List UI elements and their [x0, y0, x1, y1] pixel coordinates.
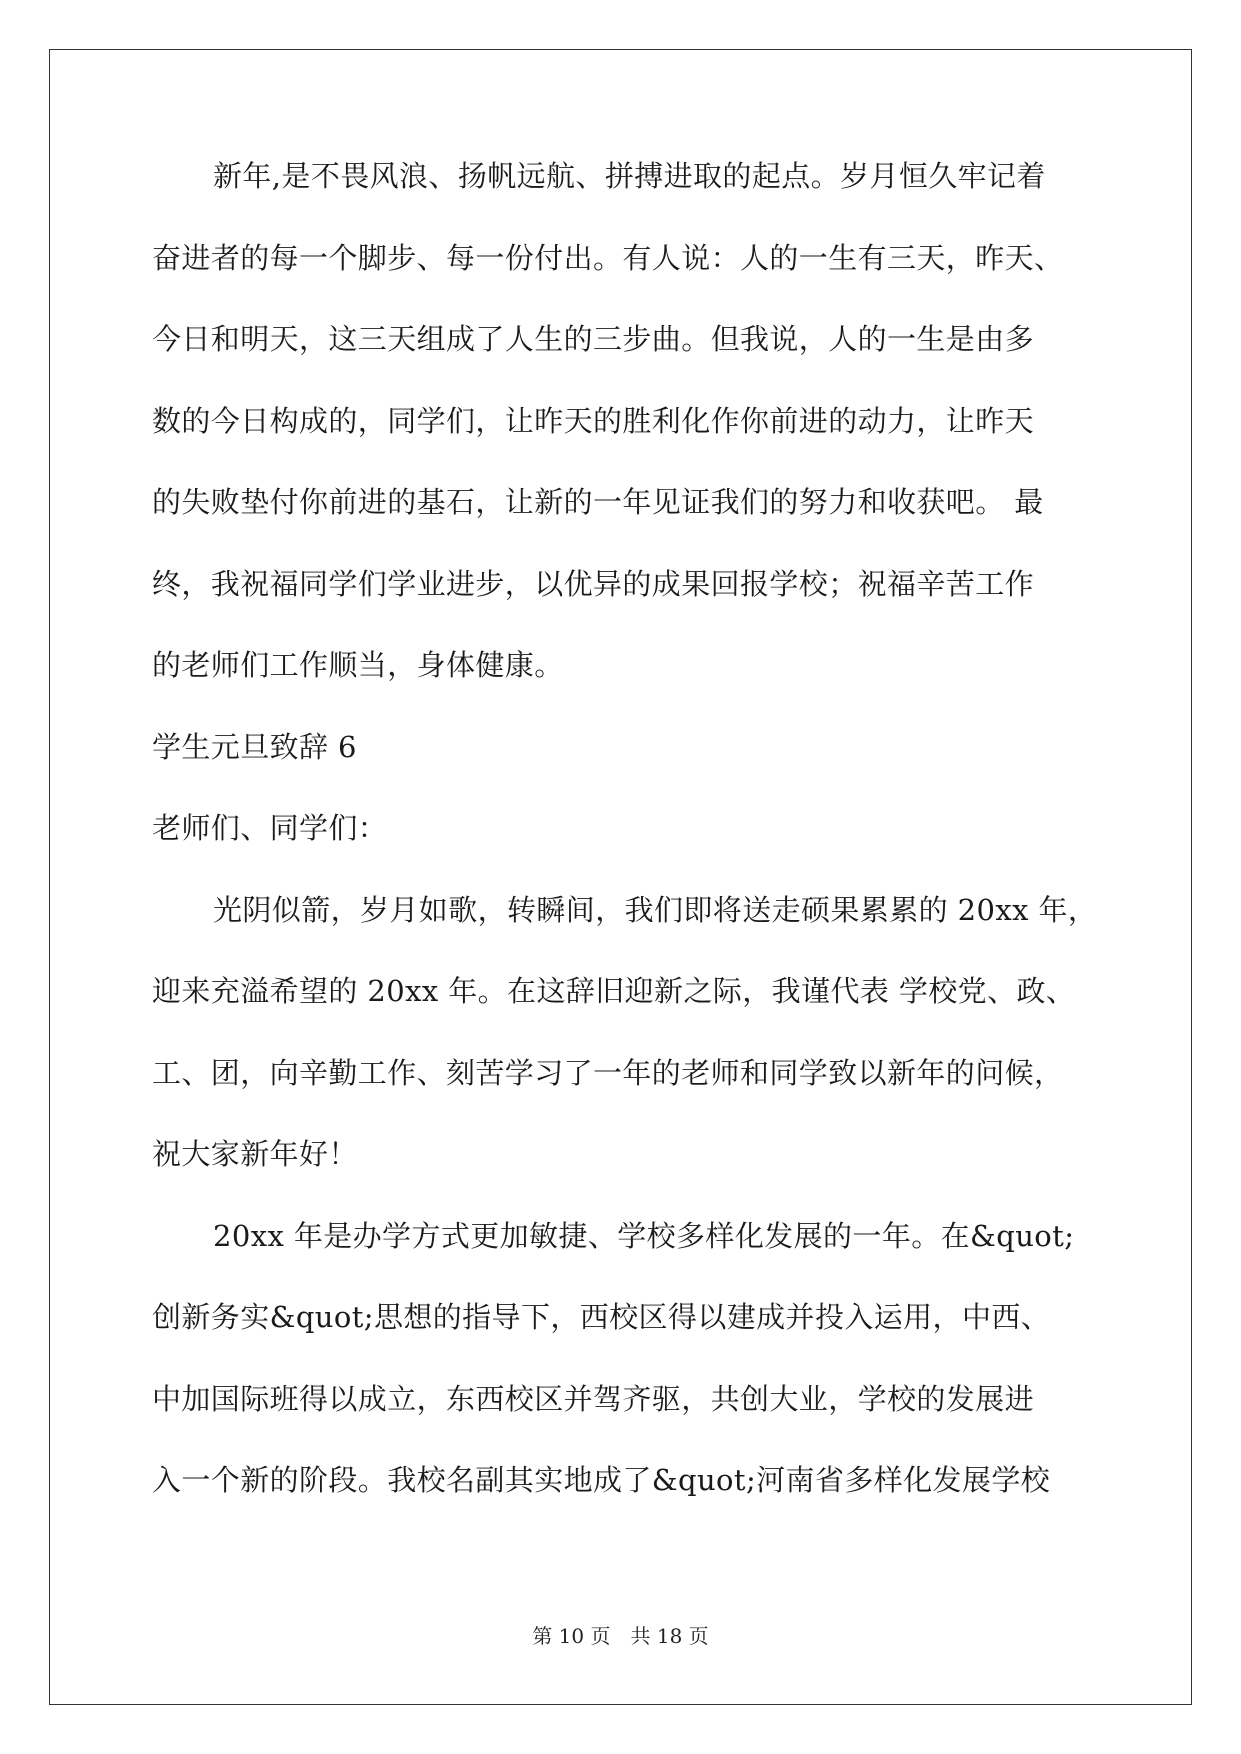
text-line: 的失败垫付你前进的基石，让新的一年见证我们的努力和收获吧。 最 — [152, 485, 1044, 519]
document-body — [152, 158, 1098, 1544]
salutation: 老师们、同学们： — [152, 811, 388, 845]
text-line: 数的今日构成的，同学们，让昨天的胜利化作你前进的动力，让昨天 — [152, 403, 1035, 438]
text-line: 20xx 年是办学方式更加敏捷、学校多样化发展的一年。在&quot; — [213, 1218, 1075, 1253]
text-line: 祝大家新年好！ — [152, 1137, 358, 1171]
text-line: 新年,是不畏风浪、扬帆远航、拼搏进取的起点。岁月恒久牢记着 — [213, 159, 1046, 193]
text-line: 奋进者的每一个脚步、每一份付出。有人说：人的一生有三天，昨天、 — [152, 240, 1064, 275]
text-line: 今日和明天，这三天组成了人生的三步曲。但我说，人的一生是由多 — [152, 322, 1035, 356]
text-line: 迎来充溢希望的 20xx 年。在这辞旧迎新之际，我谨代表 学校党、政、 — [152, 974, 1076, 1008]
text-line: 的老师们工作顺当，身体健康。 — [152, 648, 564, 682]
text-line: 中加国际班得以成立，东西校区并驾齐驱，共创大业，学校的发展进 — [152, 1381, 1035, 1416]
page-number: 第 10 页 — [532, 1624, 611, 1648]
text-line: 终，我祝福同学们学业进步，以优异的成果回报学校；祝福辛苦工作 — [152, 566, 1035, 601]
page-total: 共 18 页 — [630, 1624, 709, 1648]
text-line: 入一个新的阶段。我校名副其实地成了&quot;河南省多样化发展学校 — [152, 1463, 1051, 1497]
text-line: 创新务实&quot;思想的指导下，西校区得以建成并投入运用，中西、 — [152, 1300, 1051, 1334]
section-heading: 学生元旦致辞 6 — [152, 729, 357, 764]
text-line: 工、团，向辛勤工作、刻苦学习了一年的老师和同学致以新年的问候， — [152, 1055, 1064, 1090]
text-line: 光阴似箭，岁月如歌，转瞬间，我们即将送走硕果累累的 20xx 年， — [213, 892, 1098, 927]
page-footer — [0, 1620, 1241, 1649]
